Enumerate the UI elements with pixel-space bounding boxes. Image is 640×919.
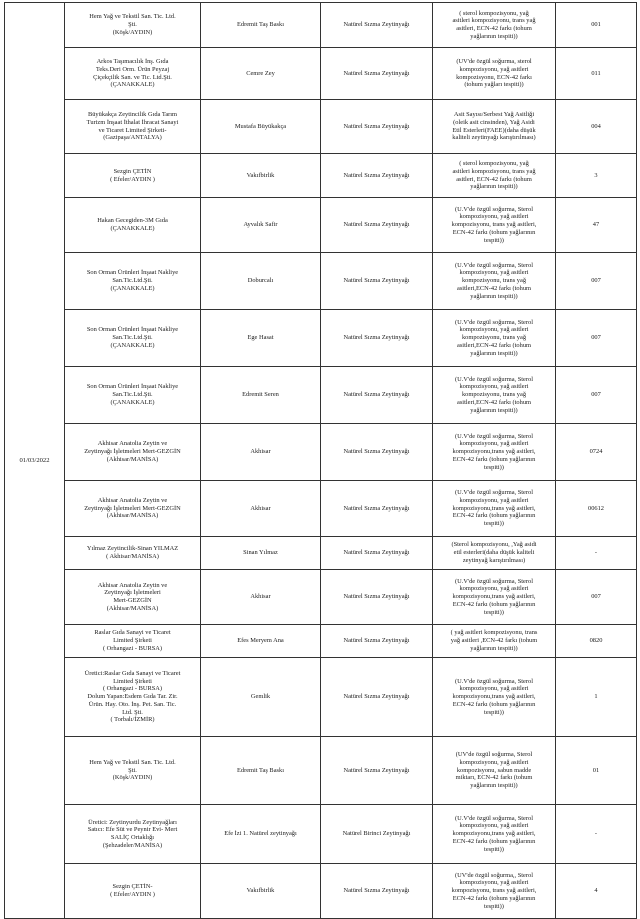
brand-cell: Edremit Taş Baskı <box>201 737 321 805</box>
lot-cell: 47 <box>556 198 637 253</box>
table-row <box>5 864 637 919</box>
firm-cell: Arkos Taşımacılık İnş. Gıda Teks.Deri Orm. Ürün Peyzaj Çiçekçilik San. ve Tic. Ltd.Şti. (ÇANAKKALE) <box>65 48 201 100</box>
table-row <box>5 537 637 570</box>
firm-cell: Son Orman Ürünleri İnşaat Nakliye San.Tic.Ltd.Şti. (ÇANAKKALE) <box>65 253 201 310</box>
product-cell: Natürel Sızma Zeytinyağı <box>321 253 433 310</box>
table-row <box>5 198 637 253</box>
lot-cell: 00612 <box>556 481 637 537</box>
firm-cell: Hakan Gecegiden-3M Gıda (ÇANAKKALE) <box>65 198 201 253</box>
product-cell: Natürel Sızma Zeytinyağı <box>321 481 433 537</box>
lot-cell: 0724 <box>556 424 637 481</box>
firm-cell: Son Orman Ürünleri İnşaat Nakliye San.Tic.Ltd.Şti. (ÇANAKKALE) <box>65 310 201 367</box>
violation-cell: (U.V'de özgül soğurma, Sterol kompozisyonu, yağ asitleri kompozisyonu,trans yağ asitleri, ECN-42 farkı (tohum yağlarının tespiti)) <box>433 481 556 537</box>
brand-cell: Mustafa Büyükakça <box>201 100 321 154</box>
firm-cell: Hem Yağ ve Tekstil San. Tic. Ltd. Şti. (Köşk/AYDIN) <box>65 3 201 48</box>
violations-table <box>4 2 637 919</box>
brand-cell: Ayvalık Safir <box>201 198 321 253</box>
table-row <box>5 570 637 625</box>
table-row <box>5 3 637 48</box>
table-row <box>5 737 637 805</box>
product-cell: Natürel Sızma Zeytinyağı <box>321 3 433 48</box>
lot-cell: 007 <box>556 570 637 625</box>
product-cell: Natürel Sızma Zeytinyağı <box>321 424 433 481</box>
brand-cell: Doburcalı <box>201 253 321 310</box>
product-cell: Natürel Sızma Zeytinyağı <box>321 625 433 658</box>
product-cell: Natürel Sızma Zeytinyağı <box>321 658 433 737</box>
product-cell: Natürel Sızma Zeytinyağı <box>321 537 433 570</box>
product-cell: Natürel Sızma Zeytinyağı <box>321 570 433 625</box>
product-cell: Natürel Sızma Zeytinyağı <box>321 310 433 367</box>
firm-cell: Büyükakça Zeytincilik Gıda Tarım Turizm İnşaat İthalat İhracat Sanayi ve Ticaret Limited Şirketi- (Gazipaşa/ANTALYA) <box>65 100 201 154</box>
lot-cell: 011 <box>556 48 637 100</box>
violation-cell: (U.V'de özgül soğurma, Sterol kompozisyonu, yağ asitleri kompozisyonu,trans yağ asitleri, ECN-42 farkı (tohum yağlarının tespiti)) <box>433 570 556 625</box>
lot-cell: 004 <box>556 100 637 154</box>
table-row <box>5 625 637 658</box>
lot-cell: 01 <box>556 737 637 805</box>
product-cell: Natürel Sızma Zeytinyağı <box>321 198 433 253</box>
date-cell: 01/03/2022 <box>5 3 65 919</box>
table-row <box>5 658 637 737</box>
violation-cell: (U.V'de özgül soğurma, Sterol kompozisyonu, yağ asitleri kompozisyonu,trans yağ asitleri, ECN-42 farkı (tohum yağlarının tespiti)) <box>433 658 556 737</box>
product-cell: Natürel Sızma Zeytinyağı <box>321 367 433 424</box>
firm-cell: Akhisar Anatolia Zeytin ve Zeytinyağı İşletmeleri Mert-GEZGİN (Akhisar/MANİSA) <box>65 570 201 625</box>
lot-cell: 007 <box>556 310 637 367</box>
lot-cell: 0820 <box>556 625 637 658</box>
lot-cell: 001 <box>556 3 637 48</box>
product-cell: Natürel Sızma Zeytinyağı <box>321 737 433 805</box>
brand-cell: Sinan Yılmaz <box>201 537 321 570</box>
table-row <box>5 481 637 537</box>
violation-cell: (U.V'de özgül soğurma, Sterol kompozisyonu, yağ asitleri kompozisyonu, trans yağ asitleri, ECN-42 farkı (tohum yağlarının tespiti)) <box>433 198 556 253</box>
brand-cell: Edremit Seren <box>201 367 321 424</box>
firm-cell: Raslar Gıda Sanayi ve Ticaret Limited Şirketi ( Orhangazi - BURSA) <box>65 625 201 658</box>
violation-cell: (Sterol kompozisyonu, ,Yağ asidi etil esterleri(daha düşük kaliteli zeytinyağ karıştırılması) <box>433 537 556 570</box>
brand-cell: Gemlik <box>201 658 321 737</box>
firm-cell: Üretici: Zeytinyurdu Zeytinyağları Satıcı: Efe Süt ve Peynir Evi- Mert SALİÇ Ortaklığı (Şehzadeler/MANİSA) <box>65 805 201 864</box>
lot-cell: 1 <box>556 658 637 737</box>
brand-cell: Akhisar <box>201 481 321 537</box>
table-row <box>5 805 637 864</box>
violation-cell: (U.V'de özgül soğurma, Sterol kompozisyonu, yağ asitleri kompozisyonu, trans yağ asitleri,ECN-42 farkı (tohum yağlarının tespiti)) <box>433 253 556 310</box>
firm-cell: Sezgin ÇETİN ( Efeler/AYDIN ) <box>65 154 201 198</box>
lot-cell: 007 <box>556 253 637 310</box>
violations-table-body <box>5 3 637 919</box>
violation-cell: (UV'de özgül soğurma,, Sterol kompozisyonu, yağ asitleri kompozisyonu, trans yağ asitleri, ECN-42 farkı (tohum yağlarının tespiti)) <box>433 864 556 919</box>
product-cell: Natürel Sızma Zeytinyağı <box>321 864 433 919</box>
violation-cell: ( sterol kompozisyonu, yağ asitleri kompozisyonu, trans yağ asitleri, ECN-42 farkı (tohum yağlarının tespiti)) <box>433 3 556 48</box>
brand-cell: Efes Meryem Ana <box>201 625 321 658</box>
violation-cell: Asit Sayısı/Serbest Yağ Asitliği (oleik asit cinsinden), Yağ Asidi Etil Esterleri(FAEE)(daha düşük kaliteli zeytinyağı karıştırılması) <box>433 100 556 154</box>
brand-cell: Ege Hasat <box>201 310 321 367</box>
brand-cell: Akhisar <box>201 570 321 625</box>
lot-cell: 4 <box>556 864 637 919</box>
firm-cell: Akhisar Anatolia Zeytin ve Zeytinyağı İşletmeleri Mert-GEZGİN (Akhisar/MANİSA) <box>65 424 201 481</box>
table-row <box>5 310 637 367</box>
violation-cell: (U.V'de özgül soğurma, Sterol kompozisyonu, yağ asitleri kompozisyonu, trans yağ asitleri,ECN-42 farkı (tohum yağlarının tespiti)) <box>433 367 556 424</box>
lot-cell: - <box>556 805 637 864</box>
table-row <box>5 253 637 310</box>
table-row <box>5 48 637 100</box>
firm-cell: Üretici:Raslar Gıda Sanayi ve Ticaret Limited Şirketi ( Orhangazi - BURSA) Dolum Yapan:Esdem Gıda Tar. Zir. Ürün. Hay. Oto. İnş. Pet. San. Tic. Ltd. Şti. ( Torbalı/İZMİR) <box>65 658 201 737</box>
violation-cell: (U.V'de özgül soğurma, Sterol kompozisyonu, yağ asitleri kompozisyonu,trans yağ asitleri, ECN-42 farkı (tohum yağlarının tespiti)) <box>433 805 556 864</box>
lot-cell: 007 <box>556 367 637 424</box>
firm-cell: Yılmaz Zeytincilik-Sinan YILMAZ ( Akhisar/MANİSA) <box>65 537 201 570</box>
firm-cell: Hem Yağ ve Tekstil San. Tic. Ltd. Şti. (Köşk/AYDIN) <box>65 737 201 805</box>
violation-cell: ( yağ asitleri kompozisyonu, trans yağ asitleri ,ECN-42 farkı (tohum yağlarının tespiti)) <box>433 625 556 658</box>
firm-cell: Sezgin ÇETİN- ( Efeler/AYDIN ) <box>65 864 201 919</box>
violation-cell: ( sterol kompozisyonu, yağ asitleri kompozisyonu, trans yağ asitleri, ECN-42 farkı (tohum yağlarının tespiti)) <box>433 154 556 198</box>
brand-cell: Edremit Taş Baskı <box>201 3 321 48</box>
violation-cell: (UV'de özgül soğurma, Sterol kompozisyonu, yağ asitleri kompozisyonu, sabun madde miktarı, ECN-42 farkı (tohum yağlarının tespiti)) <box>433 737 556 805</box>
lot-cell: - <box>556 537 637 570</box>
violation-cell: (UV'de özgül soğurma, sterol kompozisyonu, yağ asitleri kompozisyonu, ECN-42 farkı (tohum yağları tespiti)) <box>433 48 556 100</box>
brand-cell: Vakıfbirlik <box>201 154 321 198</box>
violation-cell: (U.V'de özgül soğurma, Sterol kompozisyonu, yağ asitleri kompozisyonu, trans yağ asitleri,ECN-42 farkı (tohum yağlarının tespiti)) <box>433 310 556 367</box>
product-cell: Natürel Sızma Zeytinyağı <box>321 48 433 100</box>
lot-cell: 3 <box>556 154 637 198</box>
product-cell: Natürel Sızma Zeytinyağı <box>321 154 433 198</box>
brand-cell: Akhisar <box>201 424 321 481</box>
violation-cell: (U.V'de özgül soğurma, Sterol kompozisyonu, yağ asitleri kompozisyonu,trans yağ asitleri, ECN-42 farkı (tohum yağlarının tespiti)) <box>433 424 556 481</box>
product-cell: Natürel Sızma Zeytinyağı <box>321 100 433 154</box>
product-cell: Natürel Birinci Zeytinyağı <box>321 805 433 864</box>
brand-cell: Cemre Zey <box>201 48 321 100</box>
brand-cell: Efe İzi 1. Natürel zeytinyağı <box>201 805 321 864</box>
brand-cell: Vakıfbirlik <box>201 864 321 919</box>
table-row <box>5 367 637 424</box>
table-row <box>5 100 637 154</box>
firm-cell: Akhisar Anatolia Zeytin ve Zeytinyağı İşletmeleri Mert-GEZGİN (Akhisar/MANİSA) <box>65 481 201 537</box>
table-row <box>5 424 637 481</box>
table-row <box>5 154 637 198</box>
firm-cell: Son Orman Ürünleri İnşaat Nakliye San.Tic.Ltd.Şti. (ÇANAKKALE) <box>65 367 201 424</box>
